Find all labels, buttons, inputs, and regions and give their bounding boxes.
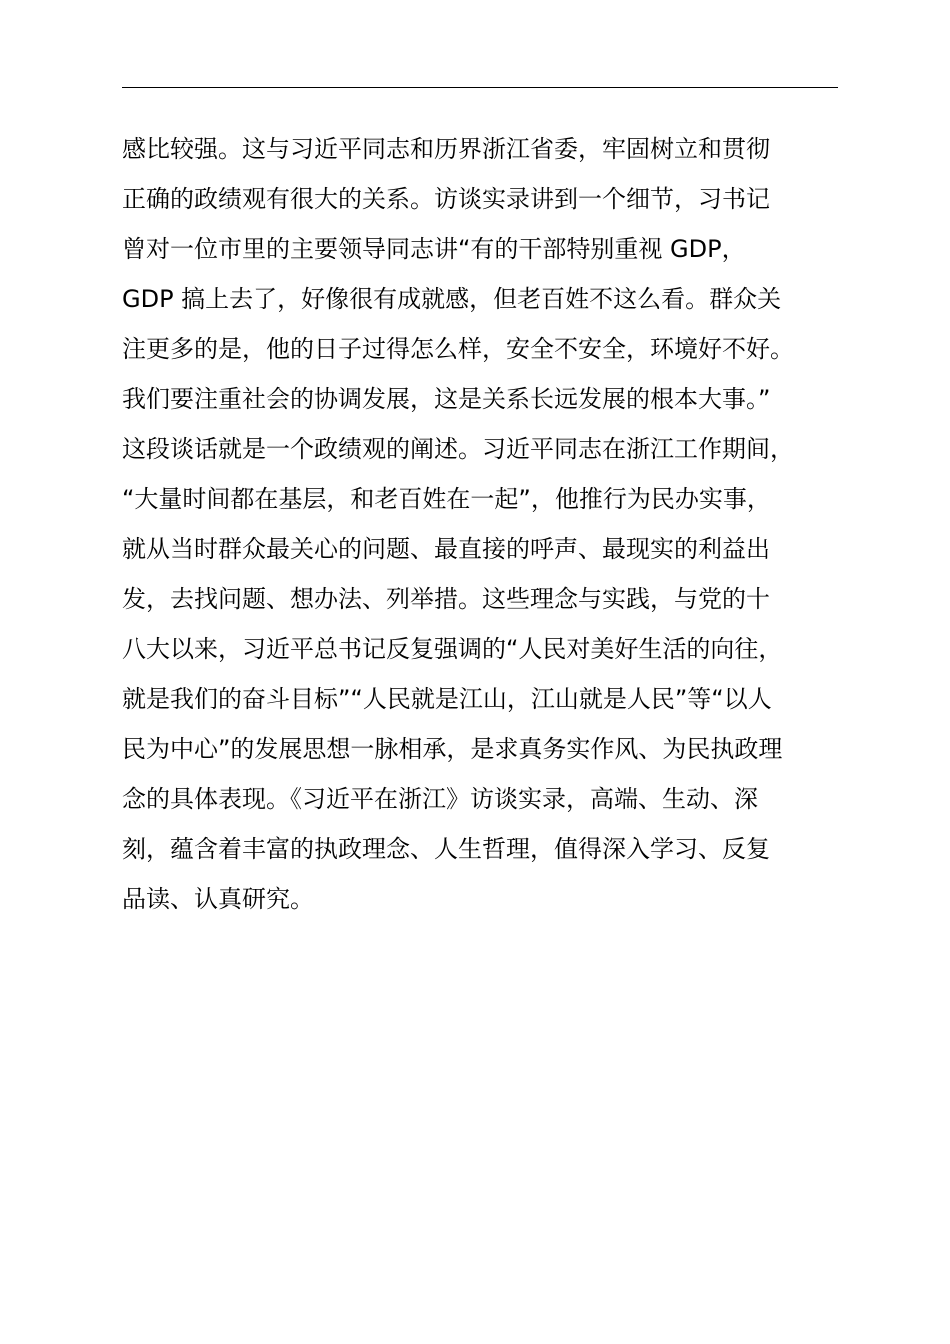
text-line: 我们要注重社会的协调发展，这是关系长远发展的根本大事。” xyxy=(122,385,771,413)
text-line: 曾对一位市里的主要领导同志讲“有的干部特别重视 GDP， xyxy=(122,235,746,263)
text-line: 感比较强。这与习近平同志和历界浙江省委，牢固树立和贯彻 xyxy=(122,135,770,163)
text-line: 正确的政绩观有很大的关系。访谈实录讲到一个细节，习书记 xyxy=(122,185,770,213)
text-line: 八大以来，习近平总书记反复强调的“人民对美好生活的向往， xyxy=(122,635,783,663)
body-paragraph xyxy=(122,124,862,924)
text-line: 就是我们的奋斗目标”“人民就是江山，江山就是人民”等“以人 xyxy=(122,685,772,713)
text-line: 发，去找问题、想办法、列举措。这些理念与实践，与党的十 xyxy=(122,585,770,613)
text-line: 注更多的是，他的日子过得怎么样，安全不安全，环境好不好。 xyxy=(122,335,794,363)
text-line: 这段谈话就是一个政绩观的阐述。习近平同志在浙江工作期间， xyxy=(122,435,794,463)
text-line: 念的具体表现。《习近平在浙江》访谈实录，高端、生动、深 xyxy=(122,785,758,813)
text-line: 就从当时群众最关心的问题、最直接的呼声、最现实的利益出 xyxy=(122,535,770,563)
text-line: 品读、认真研究。 xyxy=(122,885,314,913)
text-line: 民为中心”的发展思想一脉相承，是求真务实作风、为民执政理 xyxy=(122,735,783,763)
text-line: 刻，蕴含着丰富的执政理念、人生哲理，值得深入学习、反复 xyxy=(122,835,770,863)
text-line: “大量时间都在基层，和老百姓在一起”，他推行为民办实事， xyxy=(122,485,771,513)
header-rule xyxy=(122,87,838,88)
text-line: GDP 搞上去了，好像很有成就感，但老百姓不这么看。群众关 xyxy=(122,285,782,313)
